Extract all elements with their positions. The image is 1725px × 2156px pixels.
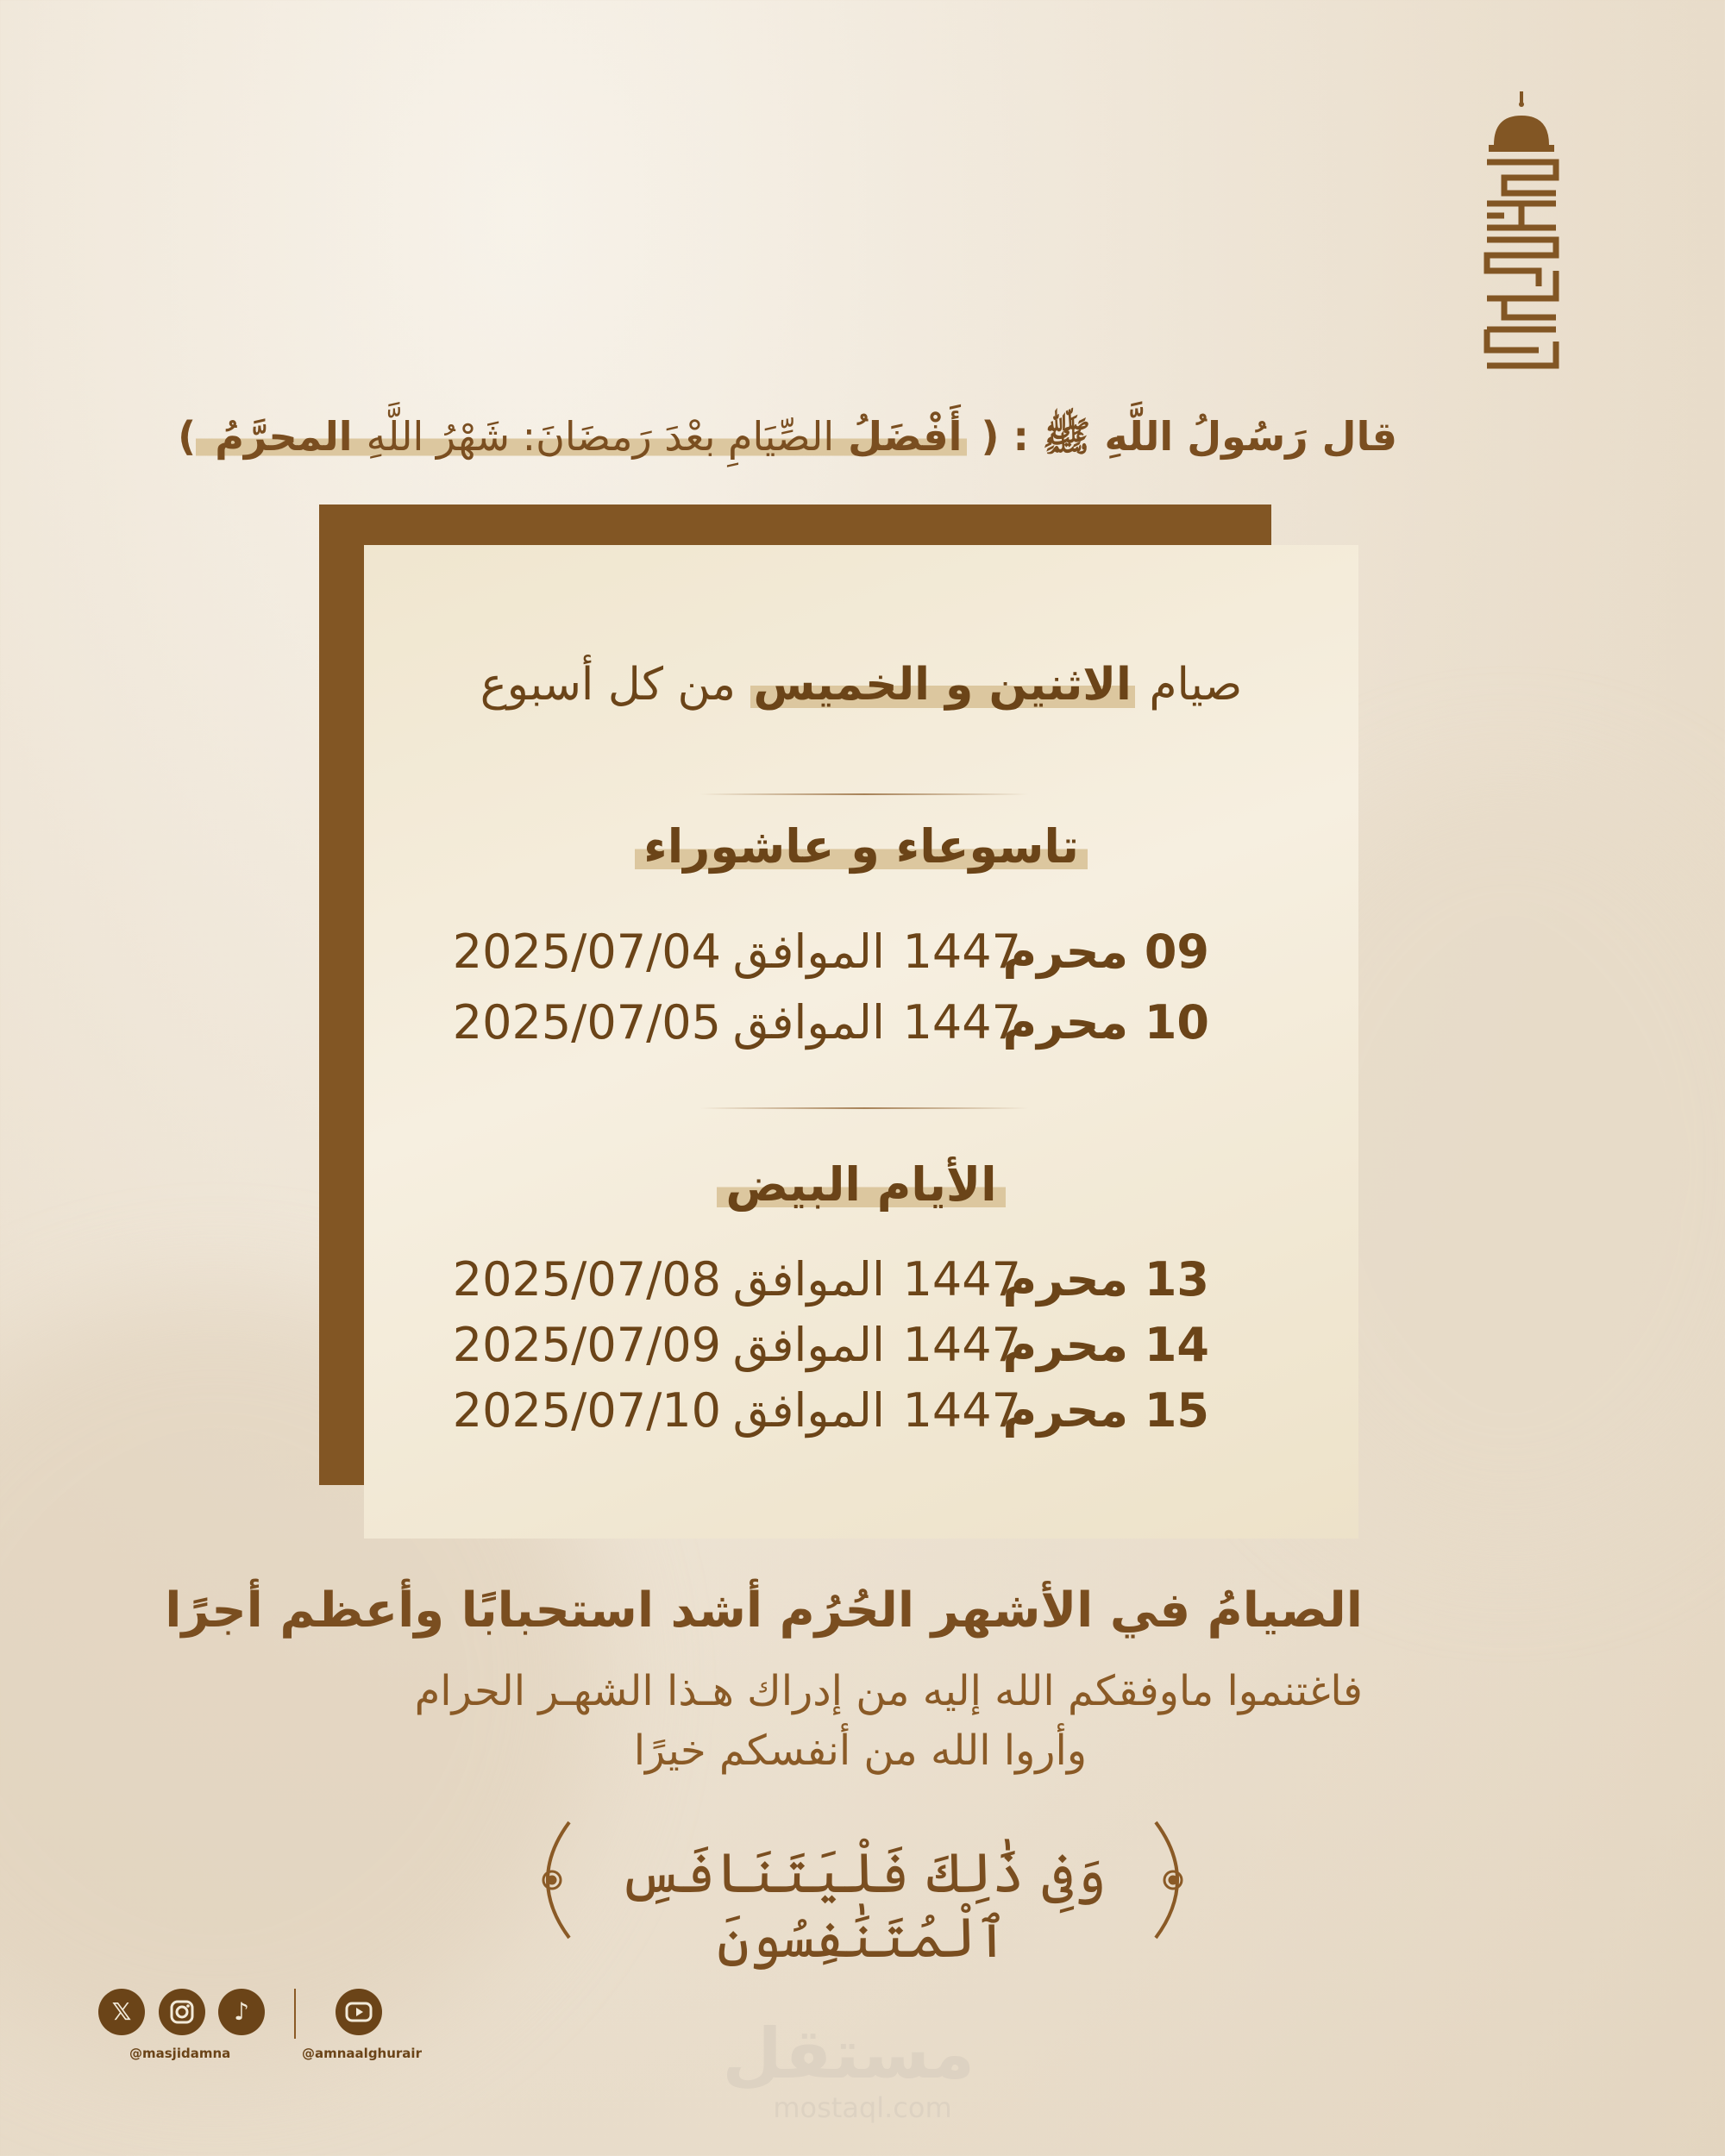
date-row [452,1318,1209,1375]
hijri-year: 1447 [902,995,1021,1050]
gregorian-date: 2025/07/08 [452,1252,721,1307]
section-title-text: تاسوعاء و عاشوراء [635,819,1088,874]
date-row [452,995,1209,1052]
hijri-day: 09 محرم [1002,924,1209,979]
hijri-year: 1447 [902,1318,1021,1372]
hadith-quote [178,412,1397,470]
x-icon[interactable]: 𝕏 [98,1989,145,2035]
hijri-day: 10 محرم [1002,995,1209,1050]
hijri-day: 13 محرم [1002,1252,1209,1307]
gregorian-date: 2025/07/09 [452,1318,721,1372]
handle-amnaalghurair[interactable]: @amnaalghurair [302,2046,422,2061]
divider [700,793,1028,795]
date-row [452,1252,1209,1309]
corresponding-label: الموافق [732,1383,885,1438]
footer-line-2: فاغتنموا ماوفقكم الله إليه من إدراك هـذا الشهـر الحرام [414,1667,1363,1715]
social-separator [294,1989,296,2039]
quran-verse [518,1815,1208,1971]
hadith-highlight [196,413,967,460]
date-row [452,1383,1209,1440]
section-title-text: الأيام البيض [717,1157,1005,1212]
hadith-highlight-word-2: المحرَّمُ [215,413,353,460]
date-row [452,924,1209,981]
hadith-highlight-word: أَفْضَلُ [848,413,963,460]
hijri-year: 1447 [902,924,1021,979]
divider [700,1107,1028,1109]
weekly-highlight: الاثنين و الخميس [750,659,1135,711]
verse-text: وَفِى ذَٰلِكَ فَلْيَتَنَافَسِ ٱلْمُتَنَٰفِسُونَ [618,1842,1107,1971]
masjid-logo-icon [1478,91,1565,369]
hadith-prefix: قال رَسُولُ اللَّهِ ﷺ : ( [981,413,1397,460]
hadith-middle: الصِّيَامِ بعْدَ رَمضَانَ: شَهْرُ اللَّهِ [366,413,835,460]
corresponding-label: الموافق [732,1252,885,1307]
footer-headline: الصيامُ في الأشهر الحُرُم أشد استحبابًا وأعظم أجرًا [165,1583,1363,1639]
weekly-fasting-line [364,659,1358,711]
handle-masjidamna[interactable]: @masjidamna [129,2046,231,2061]
instagram-icon[interactable] [159,1989,205,2035]
weekly-prefix: صيام [1149,659,1243,711]
corresponding-label: الموافق [732,995,885,1050]
footer-line-3: وأروا الله من أنفسكم خيرًا [633,1727,1087,1775]
gregorian-date: 2025/07/05 [452,995,721,1050]
watermark-domain: mostaql.com [773,2091,952,2124]
hijri-year: 1447 [902,1252,1021,1307]
hijri-year: 1447 [902,1383,1021,1438]
section-title-tasua-ashura [364,819,1358,874]
hijri-day: 14 محرم [1002,1318,1209,1372]
youtube-icon[interactable] [336,1989,382,2035]
hadith-suffix: ) [178,413,197,460]
tiktok-icon[interactable]: ♪ [218,1989,265,2035]
corresponding-label: الموافق [732,924,885,979]
fasting-schedule-card [364,545,1358,1539]
gregorian-date: 2025/07/10 [452,1383,721,1438]
hijri-day: 15 محرم [1002,1383,1209,1438]
corresponding-label: الموافق [732,1318,885,1372]
gregorian-date: 2025/07/04 [452,924,721,979]
weekly-suffix: من كل أسبوع [480,659,736,711]
section-title-white-days [364,1157,1358,1212]
watermark-logo: مستقل [722,2014,975,2094]
